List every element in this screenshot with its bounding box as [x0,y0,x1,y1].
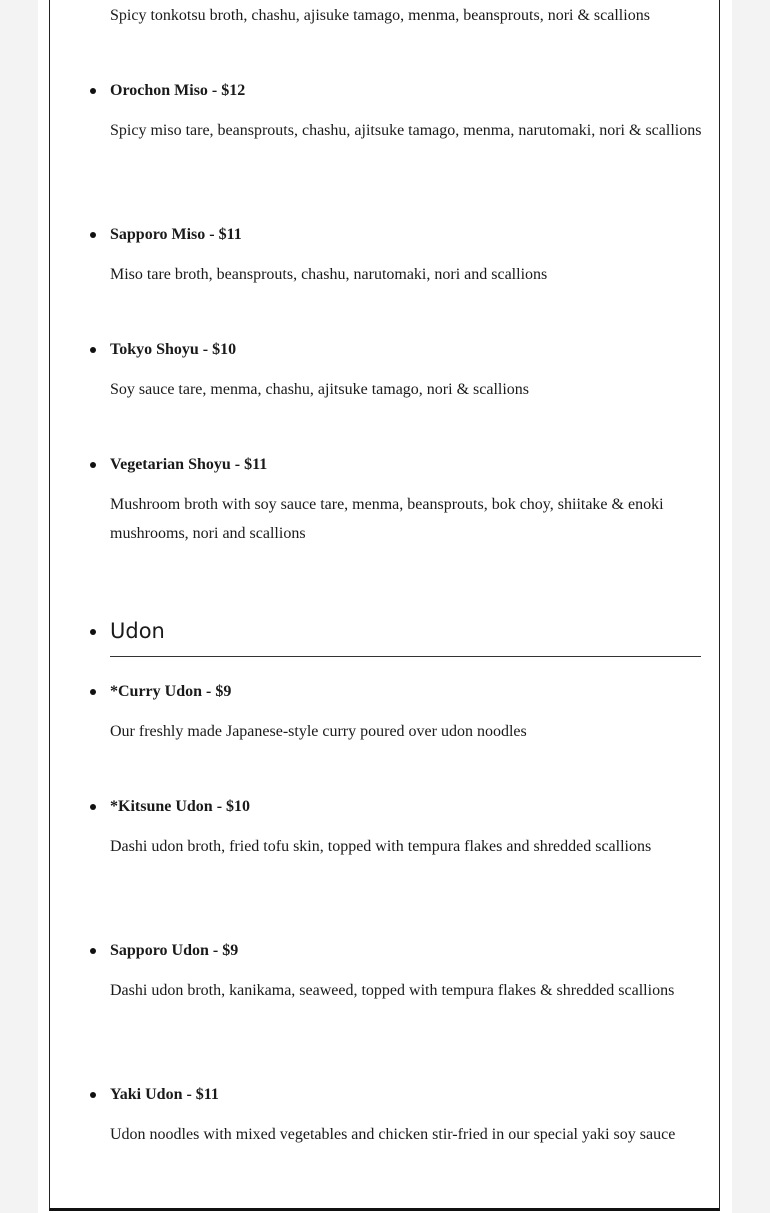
item-name: *Curry Udon - $9 [110,683,232,700]
bullet-icon [90,689,96,695]
bullet-icon [90,948,96,954]
item-name: Tokyo Shoyu - $10 [110,341,237,358]
item-name: Yaki Udon - $11 [110,1086,219,1103]
item-desc: Dashi udon broth, fried tofu skin, topped with tempura flakes and shredded scallions [110,838,652,855]
item-name: *Kitsune Udon - $10 [110,798,251,815]
bullet-icon [90,347,96,353]
section-divider [110,656,701,657]
menu-item-sapporo-miso [110,225,702,283]
item-desc: Miso tare broth, beansprouts, chashu, narutomaki, nori and scallions [110,266,548,283]
menu-item-sapporo-udon [110,941,702,999]
section-header-udon [110,617,702,645]
ramen-item-desc: Spicy tonkotsu broth, chashu, ajisuke tamago, menma, beansprouts, nori & scallions [110,7,650,24]
item-desc: Mushroom broth with soy sauce tare, menma, beansprouts, bok choy, shiitake & enoki mushrooms, nori and scallions [110,496,664,542]
section-title: Udon [110,619,165,643]
item-name: Orochon Miso - $12 [110,82,246,99]
bullet-icon [90,629,96,635]
menu-item-kitsune-udon [110,797,702,855]
bullet-icon [90,1092,96,1098]
item-desc: Spicy miso tare, beansprouts, chashu, ajitsuke tamago, menma, narutomaki, nori & scallions [110,122,702,139]
item-desc: Udon noodles with mixed vegetables and chicken stir-fried in our special yaki soy sauce [110,1126,676,1143]
bullet-icon [90,804,96,810]
item-desc: Dashi udon broth, kanikama, seaweed, topped with tempura flakes & shredded scallions [110,982,675,999]
item-name: Sapporo Miso - $11 [110,226,242,243]
menu-item-curry-udon [110,682,702,740]
bullet-icon [90,462,96,468]
bullet-icon [90,88,96,94]
menu-container [49,0,720,1211]
bullet-icon [90,232,96,238]
item-name: Sapporo Udon - $9 [110,942,239,959]
item-name: Vegetarian Shoyu - $11 [110,456,268,473]
menu-item-yaki-udon [110,1085,702,1143]
page [38,0,732,1213]
item-desc: Soy sauce tare, menma, chashu, ajitsuke tamago, nori & scallions [110,381,529,398]
menu-item-tokyo-shoyu [110,340,702,398]
menu-item-vegetarian-shoyu [110,455,702,542]
menu-item-orochon-miso [110,81,702,139]
item-desc: Our freshly made Japanese-style curry poured over udon noodles [110,723,527,740]
